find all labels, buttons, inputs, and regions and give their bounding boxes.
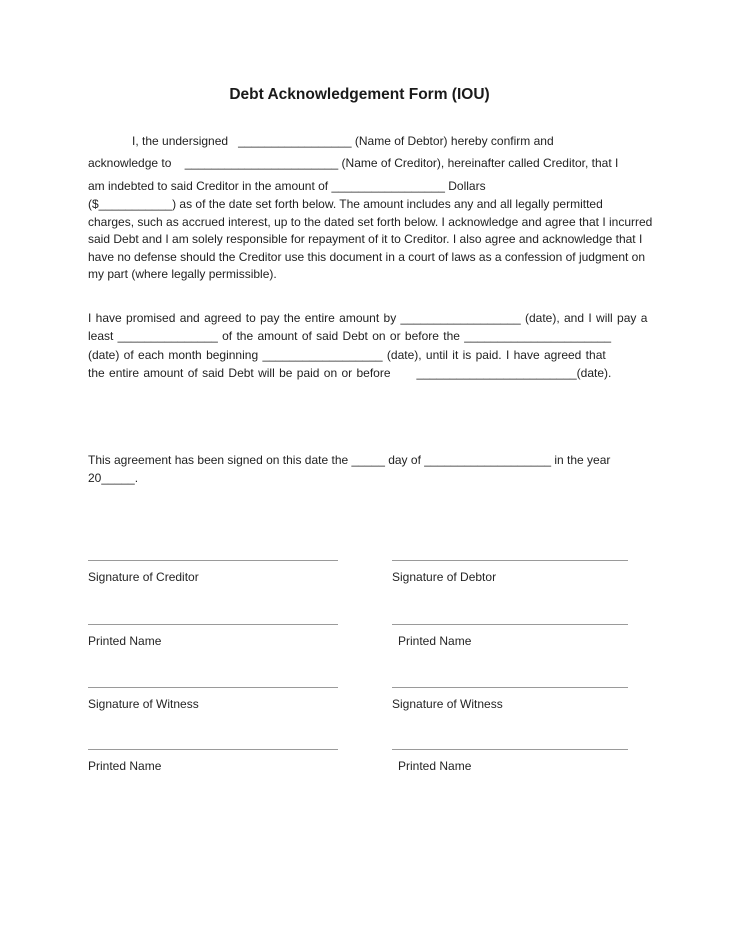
intro-line-7: have no defense should the Creditor use this document in a court of laws as a confession of judgment on: [88, 249, 646, 264]
witness2-printed-name-label: Printed Name: [398, 759, 472, 773]
execution-line-1: This agreement has been signed on this date the _____ day of ___________________ in the year: [88, 453, 611, 467]
witness1-printed-name-label: Printed Name: [88, 759, 162, 773]
printed-name-row-2: [88, 749, 631, 789]
debtor-signature-block: [392, 560, 628, 584]
debtor-signature-label: Signature of Debtor: [392, 570, 497, 584]
intro-line-3: am indebted to said Creditor in the amount of _________________ Dollars: [88, 178, 486, 193]
execution-line-2: 20_____.: [88, 470, 139, 485]
intro-paragraph-top: [88, 130, 631, 197]
intro-paragraph-bottom: [88, 196, 653, 284]
debtor-printed-name-block: [392, 624, 628, 648]
creditor-signature-label: Signature of Creditor: [88, 570, 199, 584]
promise-paragraph: [88, 309, 648, 383]
witness2-signature-block: [392, 687, 628, 711]
intro-line-6: said Debt and I am solely responsible for repayment of it to Creditor. I also agree and acknowledge that I: [88, 232, 643, 247]
intro-line-4: ($___________) as of the date set forth below. The amount includes any and all legally permitted: [88, 197, 603, 211]
creditor-signature-block: [88, 560, 338, 584]
signature-row-creditor-debtor: [88, 560, 631, 600]
promise-line-2: least _______________ of the amount of said Debt on or before the ______________________: [88, 329, 612, 344]
document-content: [88, 0, 653, 939]
form-title: Debt Acknowledgement Form (IOU): [229, 86, 490, 103]
intro-line-5: charges, such as accrued interest, up to the dated set forth below. I acknowledge and agree that I incurred: [88, 214, 653, 229]
signature-row-witnesses: [88, 687, 631, 727]
witness1-signature-block: [88, 687, 338, 711]
intro-line-8: my part (where legally permissible).: [88, 267, 277, 282]
execution-paragraph: [88, 452, 631, 487]
promise-line-4: the entire amount of said Debt will be paid on or before ________________________(date).: [88, 366, 612, 381]
intro-line-1: I, the undersigned _________________ (Name of Debtor) hereby confirm and: [132, 134, 554, 148]
witness2-printed-name-block: [392, 749, 628, 773]
creditor-printed-name-block: [88, 624, 338, 648]
promise-line-3: (date) of each month beginning __________________ (date), until it is paid. I have agreed that: [88, 347, 606, 362]
witness1-signature-label: Signature of Witness: [88, 697, 199, 711]
witness2-signature-label: Signature of Witness: [392, 697, 503, 711]
promise-line-1: I have promised and agreed to pay the entire amount by __________________ (date), and I will pay a: [88, 311, 648, 325]
intro-line-2: acknowledge to _______________________ (Name of Creditor), hereinafter called Creditor, that I: [88, 156, 619, 171]
witness1-printed-name-block: [88, 749, 338, 773]
creditor-printed-name-label: Printed Name: [88, 634, 162, 648]
printed-name-row-1: [88, 624, 631, 664]
debtor-printed-name-label: Printed Name: [398, 634, 472, 648]
